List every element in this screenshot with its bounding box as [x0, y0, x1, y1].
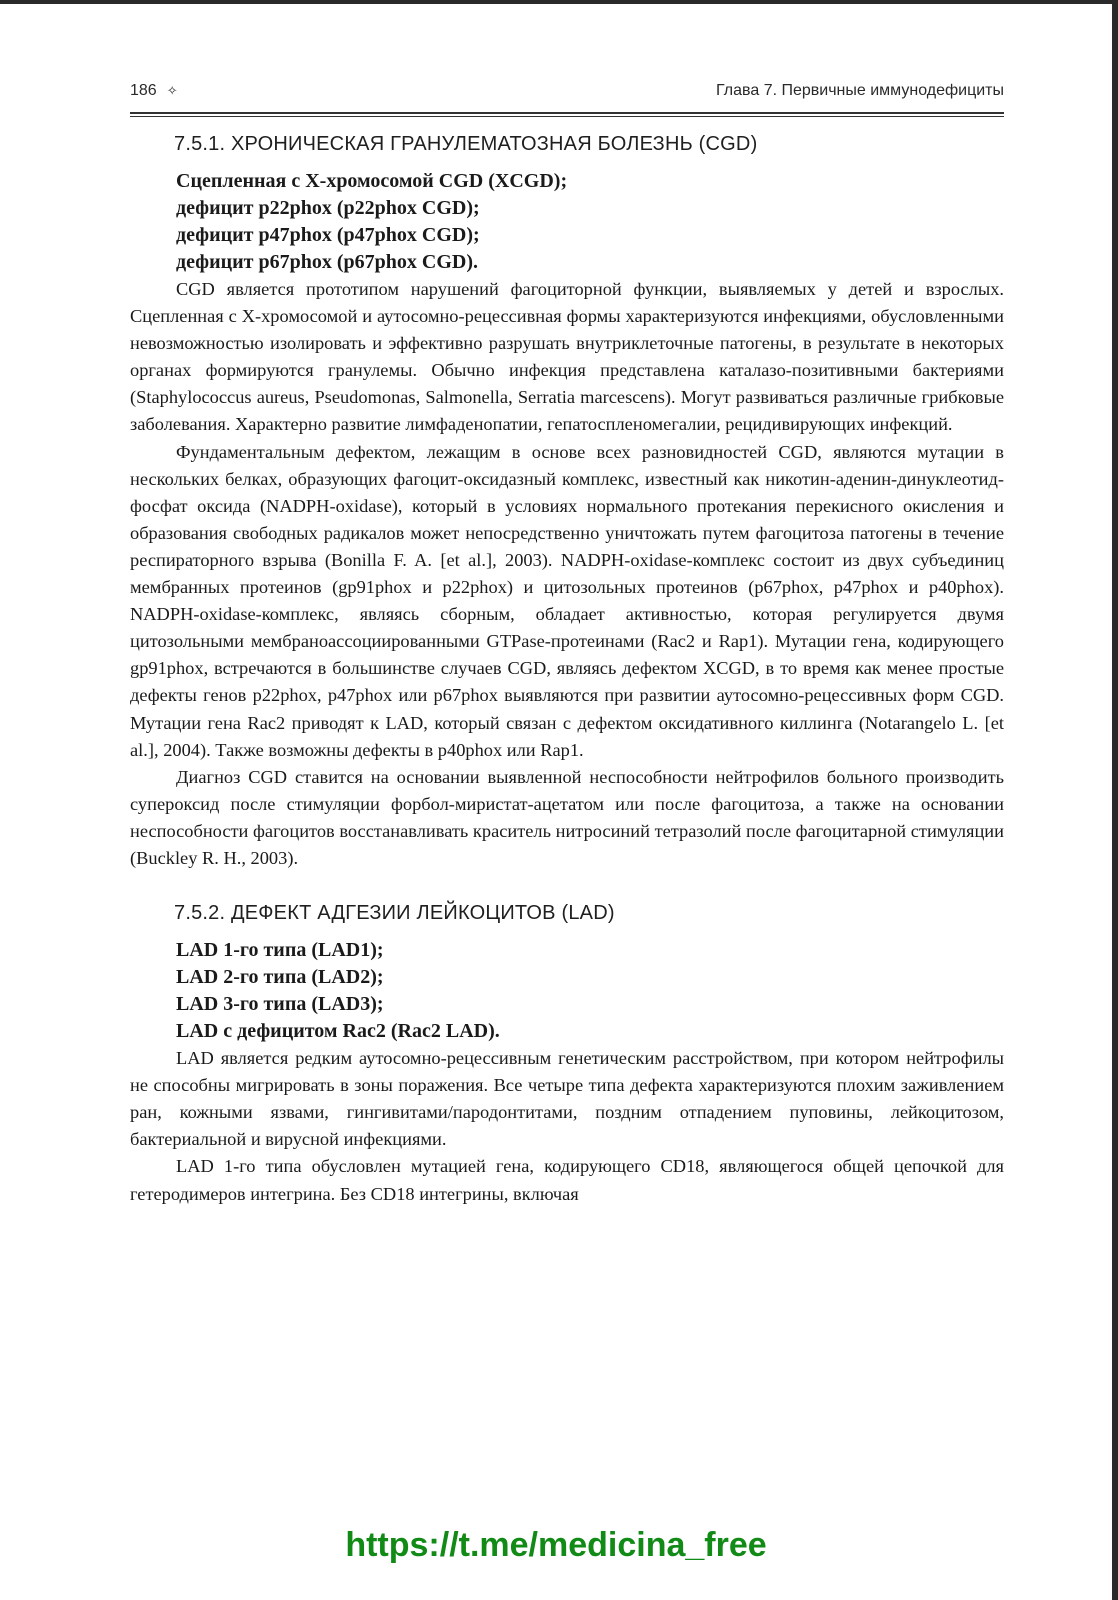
chapter-title: Глава 7. Первичные иммунодефициты [716, 82, 1004, 99]
lad-types-list [176, 937, 1004, 1045]
book-page [130, 82, 1004, 1208]
list-item: дефицит p67phox (p67phox CGD). [176, 251, 478, 273]
paragraph: Фундаментальным дефектом, лежащим в основе всех разновидностей CGD, являются мутации в нескольких белках, образующих фагоцит-оксидазный комплекс, известный как никотин-аденин-динуклеотид-фосфат оксида (NADPH-oxidase), который в условиях нормального протекания перекисного окисления и образования свободных радикалов может непосредственно уничтожать путем фагоцитоза патогены в течение респираторного взрыва (Bonilla F. A. [et al.], 2003). NADPH-oxidase-комплекс состоит из двух субъединиц мембранных протеинов (gp91phox и p22phox) и цитозольных протеинов (p67phox, p47phox и p40phox). NADPH-oxidase-комплекс, являясь сборным, обладает активностью, которая регулируется двумя цитозольными мембраноассоциированными GTPase-протеинами (Rac2 и Rap1). Мутации гена, кодирующего gp91phox, встречаются в большинстве случаев CGD, являясь дефектом XCGD, в то время как менее простые дефекты генов p22phox, p47phox или p67phox выявляются при развитии аутосомно-рецессивных форм CGD. Мутации гена Rac2 приводят к LAD, который связан с дефектом оксидативного киллинга (Notarangelo L. [et al.], 2004). Также возможны дефекты в p40phox или Rap1. [130, 441, 1004, 760]
section-heading-lad: 7.5.2. ДЕФЕКТ АДГЕЗИИ ЛЕЙКОЦИТОВ (LAD) [174, 902, 615, 925]
cgd-forms-list [176, 168, 1004, 276]
header-rule [130, 112, 1004, 117]
paragraph: LAD 1-го типа обусловлен мутацией гена, кодирующего CD18, являющегося общей цепочкой для гетеродимеров интегрина. Без CD18 интегрины, включая [130, 1156, 1004, 1204]
list-item: LAD 3-го типа (LAD3); [176, 993, 384, 1016]
section-spacer [130, 872, 1004, 902]
running-head [130, 82, 1004, 112]
paragraph: CGD является прототипом нарушений фагоциторной функции, выявляемых у детей и взрослых. Сцепленная с Х-хромосомой и аутосомно-рецессивная формы характеризуются инфекциями, обусловленными невозможностью изолировать и эффективно разрушать внутриклеточные патогены, в результате в некоторых органах формируются гранулемы. Обычно инфекция представлена каталазо-позитивными бактериями (Staphylococcus aureus, Pseudomonas, Salmonella, Serratia marcescens). Могут развиваться различные грибковые заболевания. Характерно развитие лимфаденопатии, гепатоспленомегалии, рецидивирующих инфекций. [130, 279, 1004, 435]
list-item: дефицит p47phox (p47phox CGD); [176, 224, 480, 246]
watermark-link[interactable]: https://t.me/medicina_free [345, 1526, 767, 1564]
paragraph: LAD является редким аутосомно-рецессивным генетическим расстройством, при котором нейтрофилы не способны мигрировать в зоны поражения. Все четыре типа дефекта характеризуются плохим заживлением ран, кожными язвами, гингивитами/пародонтитами, поздним отпадением пуповины, лейкоцитозом, бактериальной и вирусной инфекциями. [130, 1048, 1004, 1150]
list-item: Сцепленная с Х-хромосомой CGD (XCGD); [176, 170, 568, 192]
page-number-text: 186 [130, 82, 157, 99]
list-item: LAD с дефицитом Rac2 (Rac2 LAD). [176, 1020, 500, 1043]
paragraph: Диагноз CGD ставится на основании выявленной неспособности нейтрофилов больного производить супероксид после стимуляции форбол-миристат-ацетатом или после фагоцитоза, а также на основании неспособности фагоцитов восстанавливать краситель нитросиний тетразолий после фагоцитарной стимуляции (Buckley R. H., 2003). [130, 766, 1004, 868]
page-number [130, 82, 178, 100]
list-item: LAD 1-го типа (LAD1); [176, 939, 384, 962]
section-heading-cgd: 7.5.1. ХРОНИЧЕСКАЯ ГРАНУЛЕМАТОЗНАЯ БОЛЕЗНЬ (CGD) [174, 133, 758, 155]
list-item: дефицит p22phox (p22phox CGD); [176, 197, 480, 219]
list-item: LAD 2-го типа (LAD2); [176, 966, 384, 989]
diamond-ornament-icon: ✧ [166, 83, 178, 98]
